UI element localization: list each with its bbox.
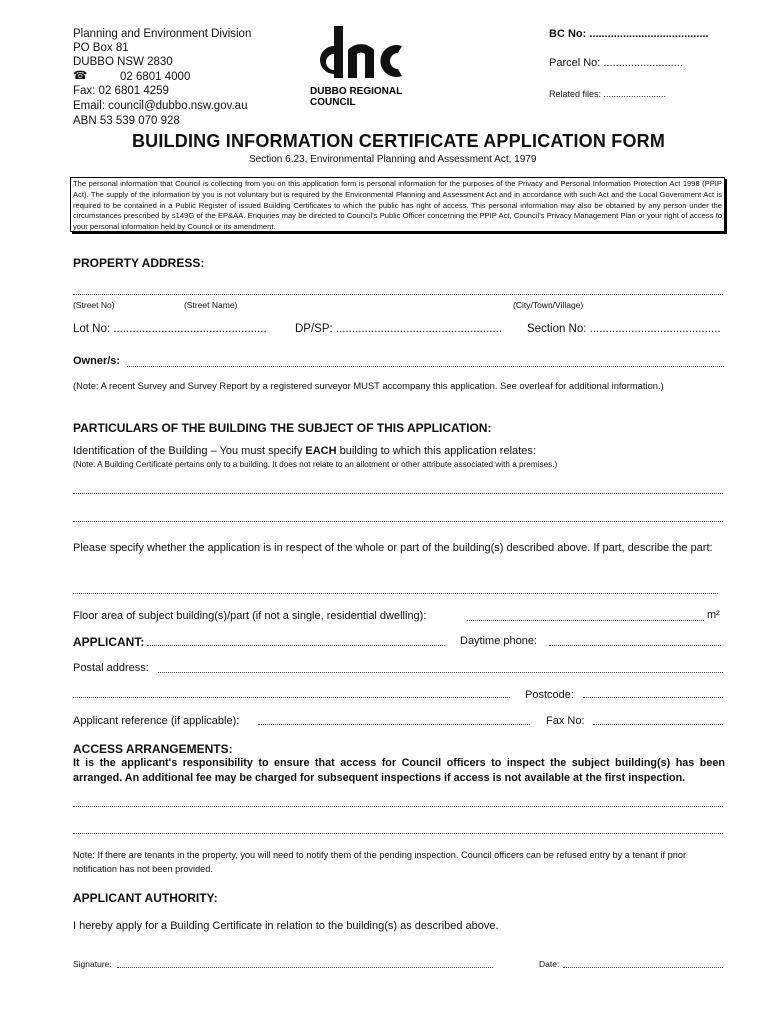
address-town: DUBBO NSW 2830 <box>73 56 173 68</box>
street-name-label: (Street Name) <box>184 300 238 310</box>
signature-field[interactable] <box>117 967 493 968</box>
particulars-heading: PARTICULARS OF THE BUILDING THE SUBJECT OF THIS APPLICATION: <box>73 421 492 435</box>
tenant-note: Note: If there are tenants in the property, you will need to notify them of the pending inspection. Council officers can be refused entry by a tenant if prior notification has not been provided. <box>73 850 687 874</box>
parcel-number[interactable]: Parcel No: .......................... <box>549 57 683 69</box>
part-description-field[interactable] <box>73 593 718 594</box>
identification-line-1[interactable] <box>73 493 723 494</box>
signature-label: Signature: <box>73 959 112 969</box>
reference-label: Applicant reference (if applicable): <box>73 715 240 727</box>
applicant-heading: APPLICANT: <box>73 635 145 649</box>
fax-no-field[interactable] <box>593 724 723 725</box>
access-line-1[interactable] <box>73 806 723 807</box>
authority-text: I hereby apply for a Building Certificate in relation to the building(s) as described above. <box>73 920 499 932</box>
postcode-label: Postcode: <box>525 689 574 701</box>
identification-line-2[interactable] <box>73 521 723 522</box>
floor-area-label: Floor area of subject building(s)/part (if not a single, residential dwelling): <box>73 610 427 622</box>
reference-field[interactable] <box>258 724 530 725</box>
logo-line-2: COUNCIL <box>310 97 356 108</box>
fax-no-label: Fax No: <box>546 715 585 727</box>
address-division: Planning and Environment Division <box>73 28 252 40</box>
street-no-label: (Street No) <box>73 300 115 310</box>
dp-sp-field[interactable]: DP/SP: .................................................... <box>295 323 503 335</box>
date-field[interactable] <box>563 967 723 968</box>
identification-note: (Note: A Building Certificate pertains only to a building. It does not relate to an allotment or other attribute associated with a premises.) <box>73 460 558 469</box>
address-email: Email: council@dubbo.nsw.gov.au <box>73 100 248 112</box>
access-text: It is the applicant's responsibility to ensure that access for Council officers to inspect the subject building(s) has been arranged. An additional fee may be charged for subsequent inspections if access is not available at the first inspection. <box>73 757 725 784</box>
related-files[interactable]: Related files: ......................... <box>549 89 667 99</box>
access-heading: ACCESS ARRANGEMENTS: <box>73 742 233 756</box>
address-phone: 02 6801 4000 <box>120 71 191 83</box>
floor-area-unit: m² <box>707 609 720 621</box>
access-line-2[interactable] <box>73 833 723 834</box>
address-pobox: PO Box 81 <box>73 42 129 54</box>
privacy-notice: The personal information that Council is collecting from you on this application form is personal information for the purposes of the Privacy and Personal Information Protection Act 1998 (PPIP Act). The supply of the information by you is not voluntary but is required by the Environmental Planning and Assessment Act and in accordance with such Act and the Local Government Act is required to be contained in a Public Register of issued Building Certificates to which the public has right of access. This personal information may also be obtained by any person under the circumstances prescribed by s149G of the EP&AA. Enquiries may be directed to Council's Public Officer concerning the PPIP Act, Council's Privacy Management Plan or your right of access to your personal information held by Council or its amendment. <box>70 177 725 232</box>
whole-or-part-text: Please specify whether the application is in respect of the whole or part of the building(s) described above. If part, describe the part: <box>73 542 713 554</box>
postal-address-label: Postal address: <box>73 662 149 674</box>
authority-heading: APPLICANT AUTHORITY: <box>73 891 218 905</box>
survey-note: (Note: A recent Survey and Survey Report by a registered surveyor MUST accompany this application. See overleaf for additional information.) <box>73 380 664 391</box>
page-title: BUILDING INFORMATION CERTIFICATE APPLICATION FORM <box>131 131 666 151</box>
identification-text: Identification of the Building – You must specify EACH building to which this application relates: <box>73 445 536 457</box>
owners-label: Owner/s: <box>73 355 121 367</box>
postal-address-field[interactable] <box>158 672 723 673</box>
date-label: Date: <box>539 959 560 969</box>
floor-area-field[interactable] <box>467 620 704 621</box>
lot-no-field[interactable]: Lot No: ................................................ <box>73 323 267 335</box>
property-address-heading: PROPERTY ADDRESS: <box>73 256 205 270</box>
council-logo <box>310 22 420 112</box>
postal-address-line-2[interactable] <box>73 697 510 698</box>
page-subtitle: Section 6.23, Environmental Planning and Assessment Act, 1979 <box>249 154 537 165</box>
daytime-phone-field[interactable] <box>549 645 721 646</box>
logo-line-1: DUBBO REGIONAL <box>310 86 403 97</box>
address-abn: ABN 53 539 070 928 <box>73 115 180 127</box>
daytime-phone-label: Daytime phone: <box>460 635 538 647</box>
city-label: (City/Town/Village) <box>513 300 584 310</box>
street-address-field[interactable] <box>73 294 723 295</box>
address-fax: Fax: 02 6801 4259 <box>73 85 169 97</box>
applicant-name-field[interactable] <box>147 645 445 646</box>
phone-icon: ☎ <box>73 70 88 82</box>
postcode-field[interactable] <box>583 697 723 698</box>
section-no-field[interactable]: Section No: ......................................... <box>527 323 721 335</box>
owners-field[interactable] <box>127 366 724 367</box>
bc-number[interactable]: BC No: ....................................... <box>549 28 709 40</box>
